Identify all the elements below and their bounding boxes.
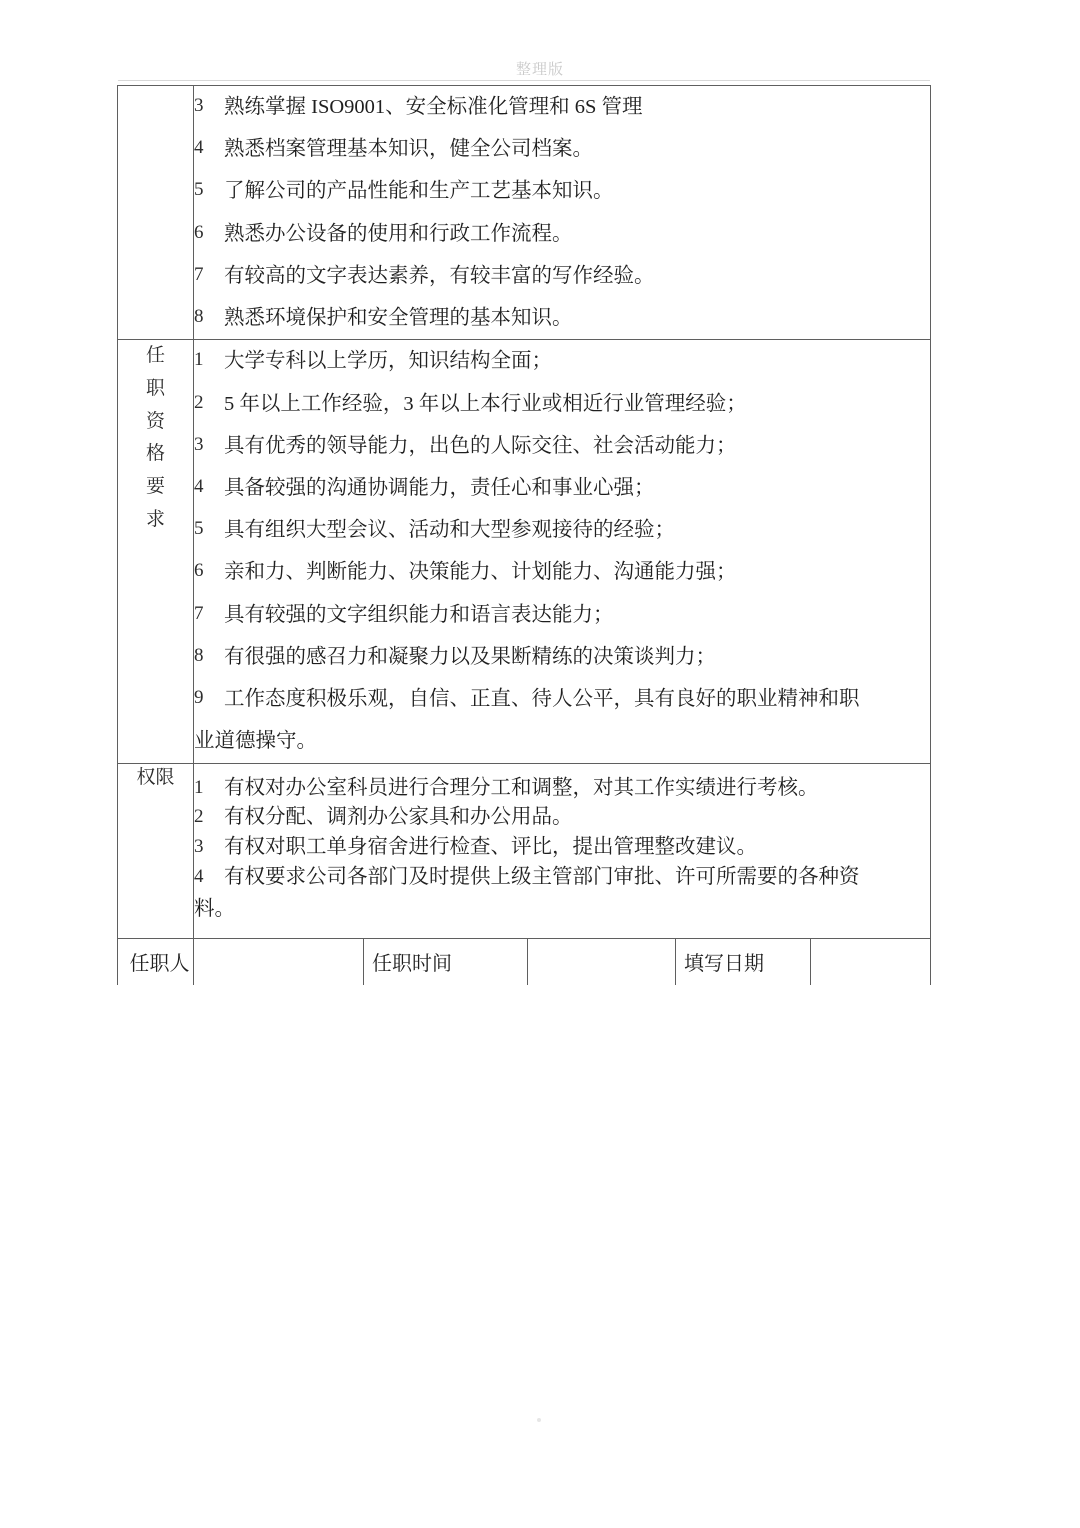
item-wrap-text: 料。 bbox=[194, 898, 235, 921]
list-item bbox=[194, 255, 930, 297]
list-item bbox=[194, 425, 930, 467]
section-content-cell-0 bbox=[194, 86, 931, 340]
item-number: 3 bbox=[194, 95, 204, 116]
section-content-cell-qualifications bbox=[194, 340, 931, 763]
item-wrap-text: 业道德操守。 bbox=[194, 730, 317, 753]
item-number: 2 bbox=[194, 806, 204, 828]
signature-label-text: 任职时间 bbox=[372, 953, 452, 976]
list-item bbox=[194, 636, 930, 678]
signature-cell-start-date-value[interactable] bbox=[528, 938, 676, 985]
list-item bbox=[194, 509, 930, 551]
item-text: 熟悉办公设备的使用和行政工作流程。 bbox=[224, 222, 573, 245]
section-label-cell-authority bbox=[118, 763, 194, 938]
job-description-table bbox=[117, 85, 931, 985]
signature-cell-start-date-label bbox=[364, 938, 528, 985]
item-number: 1 bbox=[194, 349, 204, 371]
item-text: 熟悉环境保护和安全管理的基本知识。 bbox=[224, 307, 573, 330]
item-text: 有权要求公司各部门及时提供上级主管部门审批、许可所需要的各种资 bbox=[224, 866, 860, 889]
item-text: 工作态度积极乐观，自信、正直、待人公平，具有良好的职业精神和职 bbox=[224, 688, 860, 711]
item-number: 1 bbox=[194, 776, 204, 798]
item-number: 3 bbox=[194, 836, 204, 858]
list-item bbox=[194, 774, 930, 804]
item-text: 5 年以上工作经验，3 年以上本行业或相近行业管理经验； bbox=[224, 392, 747, 415]
list-item bbox=[194, 551, 930, 593]
section-label-cell-0 bbox=[118, 86, 194, 340]
list-item bbox=[194, 213, 930, 255]
item-number: 6 bbox=[194, 560, 204, 582]
signature-label-text: 填写日期 bbox=[684, 953, 764, 976]
header-divider-rule bbox=[118, 80, 930, 81]
list-item bbox=[194, 467, 930, 509]
section-content-cell-authority bbox=[194, 763, 931, 938]
signature-cell-fill-date-value[interactable] bbox=[811, 938, 931, 985]
table-row bbox=[118, 763, 931, 938]
item-number: 7 bbox=[194, 602, 204, 624]
item-text: 具有组织大型会议、活动和大型参观接待的经验； bbox=[224, 519, 675, 542]
item-text: 亲和力、判断能力、决策能力、计划能力、沟通能力强； bbox=[224, 561, 737, 584]
page-header bbox=[0, 58, 1080, 79]
item-text: 大学专科以上学历，知识结构全面； bbox=[224, 350, 552, 373]
list-item bbox=[194, 594, 930, 636]
table-body bbox=[118, 86, 931, 985]
signature-row bbox=[118, 938, 931, 985]
page-footer-mark bbox=[537, 1418, 541, 1422]
requirement-list-2 bbox=[194, 774, 930, 894]
item-number: 6 bbox=[194, 221, 204, 243]
item-text: 有较高的文字表达素养，有较丰富的写作经验。 bbox=[224, 264, 655, 287]
requirement-list-1 bbox=[194, 340, 930, 720]
signature-cell-incumbent-value[interactable] bbox=[194, 938, 364, 985]
item-text: 熟悉档案管理基本知识，健全公司档案。 bbox=[224, 138, 593, 161]
list-item bbox=[194, 297, 930, 339]
list-item bbox=[194, 833, 930, 863]
item-number: 4 bbox=[194, 475, 204, 497]
item-text: 了解公司的产品性能和生产工艺基本知识。 bbox=[224, 180, 614, 203]
item-text: 有很强的感召力和凝聚力以及果断精练的决策谈判力； bbox=[224, 645, 716, 668]
list-item bbox=[194, 340, 930, 382]
item-text: 有权对职工单身宿舍进行检查、评比，提出管理整改建议。 bbox=[224, 836, 757, 859]
signature-cell-fill-date-label bbox=[676, 938, 811, 985]
item-number: 5 bbox=[194, 518, 204, 540]
item-number: 8 bbox=[194, 644, 204, 666]
list-item bbox=[194, 863, 930, 893]
section-label-text: 权限 bbox=[136, 766, 175, 788]
item-number: 2 bbox=[194, 391, 204, 413]
signature-label-text: 任职人 bbox=[129, 953, 190, 976]
item-text: 熟练掌握 ISO9001、安全标准化管理和 6S 管理 bbox=[224, 96, 643, 118]
list-item bbox=[194, 803, 930, 833]
item-text: 具有优秀的领导能力，出色的人际交往、社会活动能力； bbox=[224, 434, 737, 457]
signature-cell-incumbent-label bbox=[118, 938, 194, 985]
table-row bbox=[118, 340, 931, 763]
list-item bbox=[194, 128, 930, 170]
list-item bbox=[194, 170, 930, 212]
item-number: 9 bbox=[194, 687, 204, 709]
item-number: 8 bbox=[194, 306, 204, 328]
header-watermark-text: 整理版 bbox=[515, 61, 564, 78]
list-item bbox=[194, 383, 930, 425]
section-label-cell-qualifications bbox=[118, 340, 194, 763]
section-label-text: 任 职 资 格 要 求 bbox=[145, 345, 165, 530]
table-row bbox=[118, 86, 931, 340]
item-number: 5 bbox=[194, 179, 204, 201]
item-text: 有权对办公室科员进行合理分工和调整，对其工作实绩进行考核。 bbox=[224, 776, 819, 799]
requirement-list-0 bbox=[194, 86, 930, 339]
item-text: 具备较强的沟通协调能力，责任心和事业心强； bbox=[224, 476, 655, 499]
list-item bbox=[194, 678, 930, 720]
item-number: 7 bbox=[194, 263, 204, 285]
item-text: 有权分配、调剂办公家具和办公用品。 bbox=[224, 806, 573, 829]
item-number: 4 bbox=[194, 866, 204, 888]
item-number: 3 bbox=[194, 433, 204, 455]
item-number: 4 bbox=[194, 137, 204, 159]
item-text: 具有较强的文字组织能力和语言表达能力； bbox=[224, 603, 614, 626]
list-item bbox=[194, 86, 930, 128]
